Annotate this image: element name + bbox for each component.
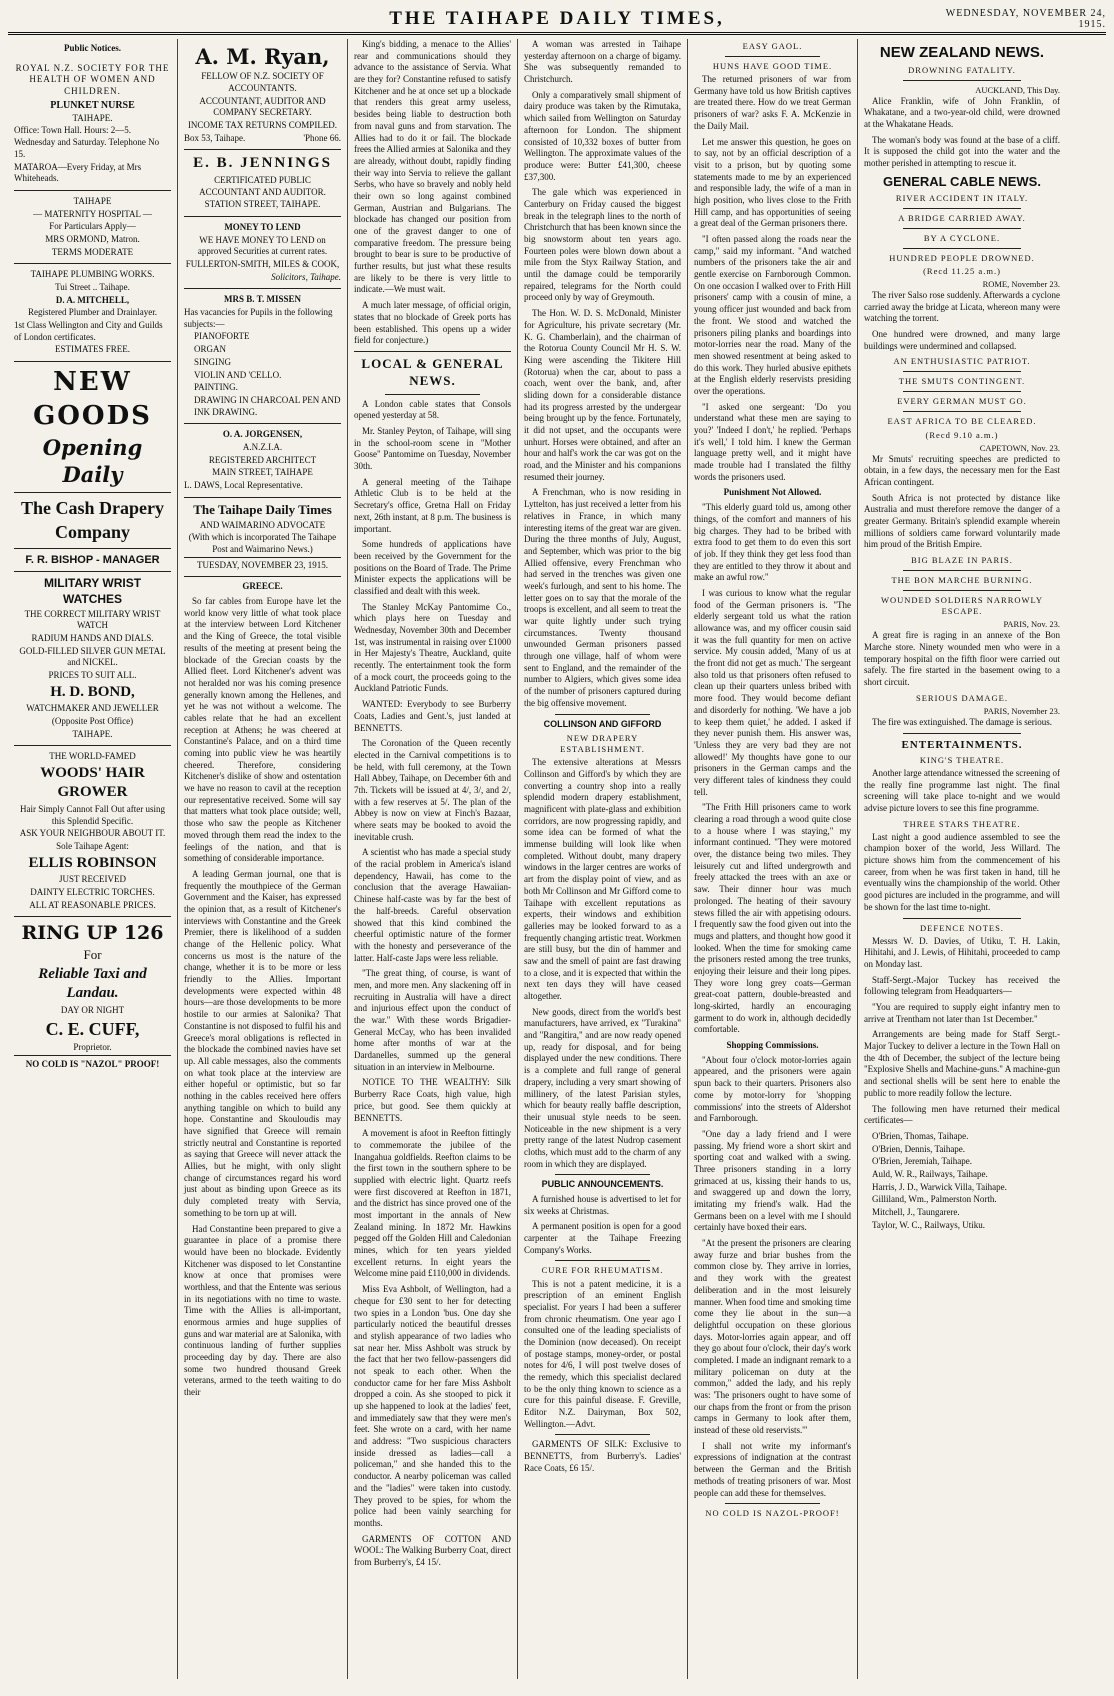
bond-name: H. D. BOND, [50,683,135,700]
received-time: (Recd 11.25 a.m.) [923,265,1001,276]
missen-vacancies: Has vacancies for Pupils in the following subjects:— [184,307,333,329]
manager-line [14,549,171,572]
bond-desc: WATCHMAKER AND JEWELLER [26,703,159,714]
plunket-mataroa: MATAROA—Every Friday, at Mrs Whiteheads. [14,161,142,184]
divider [903,391,1021,392]
article-para: Last night a good audience assembled to see the champion boxer of the world, Jess Willard. The picture shows him from the commencement of his career, from when he was first taken in hand, till he eventually wins the championship of the world. Other good pictures are included in the programme, and will be shown for the last time to-night. [864,831,1060,912]
cyclone-subheading: BY A CYCLONE. [923,232,1001,243]
architect-address: MAIN STREET, TAIHAPE [212,467,313,478]
name-item: O'Brien, Jeremiah, Taihape. [872,1156,973,1167]
opening-daily: Opening Daily [42,434,143,488]
received-time: (Recd 9.10 a.m.) [925,429,999,440]
article-para: One hundred were drowned, and many large buildings were undermined and collapsed. [864,328,1060,351]
ring-up: RING UP 126 [21,922,164,945]
article-para: "I asked one sergeant: 'Do you understand what these men are saying to you?' 'Indeed I don't,' he replied. 'Perhaps it's well,' I told him. I knew the German language pretty well, and it might have made trouble had I translated the filthy words the prisoners used. [694,401,851,482]
article-para: The extensive alterations at Messrs Collinson and Gifford's by which they are converting a country shop into a really splendid modern drapery establishment, magnificent with plate-glass and exhibition corridors, are now progressing rapidly, and some idea can be formed of what the immense building will look like when completed. Without doubt, many drapery windows in the larger centres are works of art from the display point of view, and as both Mr Collinson and Mr Gifford come to Taihape with excellent reputations as experts, their windows and exhibition galleries may be looked forward to as a frequently changing artistic treat. Workmen are still busy, but the din of hammer and saw and the smell of paint are fast drawing to a close, and it is expected that within the next ten days they will have ceased altogether. [524,757,681,1002]
column-4 [518,39,688,1679]
greece-para: Had Constantine been prepared to give a guarantee in place of a promise there would have been no blockade. Evidently Kitchener was disposed to let Constantine know at once that promises were worthless, and that the Entente was serious in its negotiations with no time to waste. Time with the Allies is all-important, enormous armies and huge supplies of guns and war material are at Salonika, with continuous landing of further supplies proceeding day by day. There are also some two hundred thousand Greek veterans, armed to the teeth waiting to do their [184,1223,341,1398]
article-para: The following men have returned their medical certificates— [864,1103,1060,1126]
taxi-reliable: Reliable Taxi and [38,965,147,982]
divider [903,570,1021,571]
sole-agent: Sole Taihape Agent: [56,841,129,852]
divider [725,56,819,57]
dateline: PARIS, Nov. 23. [1003,619,1060,630]
names-list [864,1131,1060,1232]
name-item: Taylor, W. C., Railways, Utiku. [872,1219,986,1230]
watches-ad [14,572,171,746]
money-line1: WE HAVE MONEY TO LEND on approved Securities at current rates. [197,234,328,257]
plunket-title: PLUNKET NURSE [50,99,135,111]
subject-item: VIOLIN AND 'CELLO. [194,369,282,380]
serious-subheading: SERIOUS DAMAGE. [916,692,1008,703]
greece-cont: King's bidding, a menace to the Allies' rear and communications should they advance to the assistance of Servia. What are they for? Constantine refused to satisfy Kitchener and he at once set up a blockade that renders this great army useless, besides being liable to destruction both from naval guns and from starvation. The Allies had to do it or fail. The blockade frees the Allied armies at Salonika and they are already, without doubt, rapidly finding their way into Servia to relieve the gallant Serbs, who have so bravely and nobly held their own so long against combined German, Austrian and Bulgarians. The blockade has changed our position from one of the gravest danger to one of comparative freedom. The pressure being brought to bear is sure to be productive of further results, but just what these results are likely to be there is very little to indicate.—We must wait. [354,39,511,295]
nz-news-heading: NEW ZEALAND NEWS. [879,44,1045,61]
news-item: A woman was arrested in Taihape yesterday afternoon on a charge of bigamy. She was subsequently remanded to Christchurch. [524,39,681,85]
three-stars-heading: THREE STARS THEATRE. [903,818,1021,829]
article-para: The fire was extinguished. The damage is serious. [872,716,1053,727]
local-news-heading: LOCAL & GENERAL NEWS. [354,351,511,390]
paper-masthead [184,498,341,578]
article-para: "About four o'clock motor-lorries again appeared, and the prisoners were again spun back to their quarters. Prisoners also come by motor-lorry for 'shopping commissions' into the streets of Aldershot and Farnborough. [694,1054,851,1124]
paper-name: The Taihape Daily Times [193,501,332,517]
article-para: A great fire is raging in an annexe of the Bon Marche store. Ninety wounded men who were in a temporary hospital on the fifth floor were carried out safely. The fire started in the basement owing to a short circuit. [864,630,1060,688]
bond-place: TAIHAPE. [72,728,113,739]
rheumatism-heading: CURE FOR RHEUMATISM. [541,1265,664,1276]
news-item: The Hon. W. D. S. McDonald, Minister for Agriculture, his private secretary (Mr. K. G. Chamberlain), and the chairman of the Rotorua County Council Mr H. S. W. King were ascending the Tikitere Hill (Rotorua) when the car, about to pass a coach, went over the bank, and, after sliding down for a considerable distance had its progress arrested by the undergear being brought up by the fence. Fortunately, it did not upset, and the occupants were unhurt. Horses were obtained, and after an hour and half's work the car was got on the road, and the Minister and his companions resumed their journey. [524,308,681,482]
article-para: The returned prisoners of war from Germany have told us how British captives are treated there. How do we treat German prisoners of war? asks F. A. McKenzie in the Daily Mail. [694,74,851,131]
divider [555,714,649,715]
hair-claim: Hair Simply Cannot Fall Out after using this Splendid Specific. [20,803,165,826]
divider [903,248,1021,249]
divider [555,1174,649,1175]
architect: REGISTERED ARCHITECT [208,454,317,465]
news-item: The gale which was experienced in Canterbury on Friday caused the biggest break in the telegraph lines to the north of Christchurch that has been known since the big snowstorm about ten years ago. Fourteen poles were blown down about a mile from the Styx Railway Station, and until the damage could be temporarily repaired, telegrams for the North could proceed only by way of Greymouth. [524,187,681,303]
plumbing-ad [14,264,171,362]
divider [903,80,1021,81]
missen-ad [184,289,341,424]
divider [903,590,1021,591]
taxi-landau: Landau. [66,985,119,1002]
hair-grower-ad [14,746,171,917]
wounded-subheading: WOUNDED SOLDIERS NARROWLY ESCAPE. [880,595,1044,617]
divider [903,228,1021,229]
article-para: South Africa is not protected by distance like Australia and must therefore remove the danger of a greater Germany. Britain's splendid example wherein millions of soldiers came forward voluntarily made him proud of the British Empire. [864,492,1060,550]
divider [555,1260,649,1261]
greece-para: A leading German journal, one that is frequently the mouthpiece of the German Government and the Kaiser, has expressed the opinion that, as a result of Kitchener's interviews with Constantine and the Greek Premier, there is likelihood of a sudden change of the Hellenic policy. What concerns us most is the nature of the change, whether it is to be more or less friendly to the Allies. Important developments were expected within 48 hours—are those developments to be more hostile to our armies at Salonika? That Constantine is not disposed to fulfil his and Greece's moral obligations is reflected in the blockade the combined navies have set up. All cable messages, also the comments on what took place at the interview are either hopeful or optimistic, but so far nothing in the cables received here offers anything tangible on which to build any hope. Constantine and Skouloudis may have signified that Greece will remain strictly neutral and Constantine is reported as saying that Greece will never attack the Allies, but he might, with only slight change of circumstances regard his word just about as binding upon Greece as its duly completed treaty with Servia, something to be torn up at will. [184,868,341,1218]
easy-gaol-heading: EASY GAOL. [742,41,803,51]
huns-subheading: HUNS HAVE GOOD TIME. [712,61,833,72]
subject-item: DRAWING IN CHARCOAL PEN AND INK DRAWING. [194,394,341,417]
article-para: Mr Smuts' recruiting speeches are predicted to obtain, in a few days, the necessary men for the East African contingent. [864,453,1060,487]
plunket-office: Office: Town Hall. Hours: 2—5. Wednesday and Saturday. Telephone No 15. [14,125,160,159]
jennings-ad [184,150,341,217]
mitchell-name: D. A. MITCHELL, [55,294,130,305]
news-item: A general meeting of the Taihape Athletic Club is to be held at the Secretary's office, Gretna Hall on Friday next, 26th instant, at 8 p.m. The business is important. [354,476,511,534]
article-para: "One day a lady friend and I were passing. My friend wore a short skirt and sporting coat and walked with a swing. Three prisoners standing in a lorry grimaced at us, kissing their hands to us, and swaggered up and down the lorry, imitating my friend's walk. Had the Germans been on a level with me I should certainly have boxed their ears. [694,1128,851,1233]
paper-date: TUESDAY, NOVEMBER 23, 1915. [184,557,341,572]
nazol-proof: NO COLD IS NAZOL-PROOF! [705,1508,840,1519]
cuff-name: C. E. CUFF, [45,1018,140,1039]
name-item: O'Brien, Thomas, Taihape. [872,1130,969,1141]
ryan-ad [184,39,341,150]
article-para: "This elderly guard told us, among other things, of the comfort and manners of his big charges. They had to be bribed with extra food to get them to do even this sort of job. If they think they get less food than they are entitled to they throw it about and make an awful row." [694,502,851,583]
estimates-free: ESTIMATES FREE. [54,344,130,355]
article-para: The river Salso rose suddenly. Afterwards a cyclone carried away the bridge at Licata, whereon many were watching the torrent. [864,289,1060,324]
column-3 [348,39,518,1679]
entertainments-heading: ENTERTAINMENTS. [901,738,1023,751]
fullerton: FULLERTON-SMITH, MILES & COOK, [185,259,340,270]
ask-neighbour: ASK YOUR NEIGHBOUR ABOUT IT. [19,828,166,839]
news-item: The Coronation of the Queen recently elected in the Carnival competitions is to be held, with full ceremony, at the Town Hall Abbey, Taihape, on December 6th and 7th. Tickets will be issued at 4/, 3/, and 2/, with a few reserves at 5/. The plan of the Abbey is now on view at Finch's Bazaar, where seats may be booked to avoid the inevitable crush. [354,738,511,842]
column-5 [688,39,858,1679]
article-para: Let me answer this question, he goes on to say, not by an official description of a visit to a prison, but by quoting some statements made to me by an experienced and responsible lady, the wife of a man in high position, who lives close to the Frith Hill camp, and has opportunities of seeing a great deal of the German prisoners there. [694,136,851,229]
jorgensen-ad [184,424,341,497]
subject-item: SINGING [194,356,231,367]
article-para: Arrangements are being made for Staff Sergt.-Major Tuckey to deliver a lecture in the Town Hall on the 4th of December, the subject of the lecture being "Explosive Shells and Machine-guns." A machine-gun and sectional shells will be sent here to enable the public to more readily follow the lecture. [864,1029,1060,1098]
name-item: Mitchell, J., Taungarere. [872,1207,960,1217]
divider [725,1503,819,1504]
taxi-ad [14,917,171,1075]
plunket-notice [14,58,171,191]
jorgensen-title: A.N.Z.I.A. [242,441,283,452]
news-item: A London cable states that Consols opened yesterday at 58. [354,398,511,421]
column-1 [8,39,178,1679]
paper-subtitle: AND WAIMARINO ADVOCATE [199,519,326,530]
plumbing-address: Tui Street .. Taihape. [55,282,130,292]
subject-item: ORGAN [194,344,227,355]
mitchell-desc: Registered Plumber and Drainlayer. [28,307,157,318]
italy-subheading: RIVER ACCIDENT IN ITALY. [895,192,1029,203]
watch-prices: PRICES TO SUIT ALL. [48,670,137,681]
column-6 [858,39,1066,1679]
mitchell-cert: 1st Class Wellington and City and Guilds of London certificates. [14,320,163,342]
electric-torches: DAINTY ELECTRIC TORCHES. [30,886,155,897]
divider [555,1434,649,1435]
daws-rep: L. DAWS, Local Representative. [184,480,303,491]
nazol-ad: NO COLD IS "NAZOL" PROOF! [14,1055,171,1071]
cash-drapery-name: The Cash Drapery [21,498,164,519]
rheumatism-para: This is not a patent medicine, it is a prescription of an eminent English specialist. For years I had been a sufferer from chronic rheumatism. One year ago I consulted one of the leading specialists of the Dominion (now deceased). On receipt of postage stamps, money-order, or postal notes for 4/6, I will post twelve doses of the remedy, which this specialist declared to be the only thing known to science as a cure for this painful disease. F. Greville, Editor N.Z. Dairyman, Box 502, Wellington.—Advt. [524,1278,681,1429]
hospital-line1: TAIHAPE [73,195,112,206]
article-para: I shall not write my informant's expressions of indignation at the contrast between the German and the British methods of treating prisoners of war. Most people can add these for themselves. [694,1440,851,1498]
dateline: PARIS, November 23. [983,705,1060,716]
divider [903,371,1021,372]
greece-cont: A much later message, of official origin, states that no blockade of Greek ports has been established. This opens up a wider field for conjecture.) [354,300,511,346]
news-item: A scientist who has made a special study of the racial problem in America's island dependency, Hawaii, has come to the conclusion that the average Hawaiian-Chinese half-caste was by far the best of the half-breeds. Careful observation showed that this kind combined the cheerful optimistic nature of the former with the honesty and perseverance of the latter. Half-caste Japs were less reliable. [354,847,511,963]
cash-drapery-ad [14,493,171,549]
paper-incorporated: (With which is incorporated The Taihape Post and Waimarino News.) [188,532,337,554]
jorgensen-name: O. A. JORGENSEN, [222,429,303,440]
watch-gold: GOLD-FILLED SILVER GUN METAL and NICKEL. [19,645,166,668]
divider [903,208,1021,209]
greece-para: So far cables from Europe have let the world know very little of what took place at the interview between Lord Kitchener and the King of Greece, the total visible results of the meeting at present being the blockade of the Grecian coasts by the Allied fleet. Lord Kitchener's advent was not heralded nor was his coming presence generally known among the Hellenes, and yet he was not without a welcome. The cables relate that he had an excellent reception at Athens; he was cheered at Constantine's Palace, and on a third time coming into public view he was heartily cheered. Therefore, considering Kitchener's dislike of show and ostentation we have no reason to cavil at the reception our representative received. Some will say that matters what took place outside; well, those who saw the people as Kitchener moved through them read the index to the feelings of the nation, and that is something of considerable importance. [184,596,341,864]
news-item: The Stanley McKay Pantomime Co., which plays here on Tuesday and Wednesday, November 30th and December 1st, was instrumental in raising over £1000 in Her Majesty's Theatre, Auckland, quite recently. The entertainment took the form of a mock court, the proceeds going to the Auckland Patriotic Funds. [354,601,511,694]
money-heading: MONEY TO LEND [224,221,301,232]
article-para: "I often passed along the roads near the camp," said my informant. "And watched numbers of the prisoners take the air and gentle exercise on Farnborough Common. On one occasion I walked over to Frith Hill prisoners' camp with a cousin of mine, a young officer just wounded and back from the front. We stood and watched the prisoners piling planks and boardings into motor-lorries near the road. Many of the men showed resentment at being asked to do this work. They hurled abusive epithets at the English elderly reservists presiding over the operations. [694,234,851,396]
jennings-line1: CERTIFICATED PUBLIC ACCOUNTANT AND AUDITOR. [199,174,326,197]
drowning-subheading: DROWNING FATALITY. [908,64,1016,75]
taxi-for: For [83,946,102,962]
public-notices-heading: Public Notices. [64,43,121,53]
hospital-particulars: For Particulars Apply— [49,221,136,232]
patriot-subheading: AN ENTHUSIASTIC PATRIOT. [893,356,1031,367]
dateline: AUCKLAND, This Day. [975,84,1060,95]
issue-date: WEDNESDAY, NOVEMBER 24, 1915. [945,8,1106,30]
hospital-line2: — MATERNITY HOSPITAL — [33,208,152,219]
ryan-line2: ACCOUNTANT, AUDITOR AND COMPANY SECRETARY. [199,95,326,118]
ryan-name: A. M. Ryan, [195,44,330,69]
announcement: A permanent position is open for a good carpenter at the Taihape Freezing Company's Works. [524,1221,681,1255]
smuts-subheading: THE SMUTS CONTINGENT. [898,376,1026,387]
dateline: ROME, November 23. [982,278,1060,289]
world-famed: THE WORLD-FAMED [49,751,136,762]
news-item: "The great thing, of course, is want of men, and more men. Any slackening off in recruiting in Australia will have a direct and injurious effect upon the conduct of the war." With these words Brigadier-General McCay, who has been invalided home after months of war at the Dardanelles, summed up the general situation in an interview in Melbourne. [354,968,511,1072]
news-item: Mr. Stanley Peyton, of Taihape, will sing in the school-room scene in "Mother Goose" Pantomime on Tuesday, November 30th. [354,426,511,472]
maternity-ad [14,191,171,264]
jennings-line2: STATION STREET, TAIHAPE. [204,199,321,210]
ryan-contact [184,133,341,145]
new-goods-ad [14,362,171,493]
missen-name: MRS B. T. MISSEN [224,294,301,305]
hospital-terms: TERMS MODERATE [51,246,134,257]
subject-list [184,331,341,418]
news-item: Some hundreds of applications have been received by the Government for the positions on the Board of Trade. The Prime Minister expects the applications will be classified and dealt with this week. [354,539,511,596]
column-2 [178,39,348,1679]
article-para: Alice Franklin, wife of John Franklin, of Whakatane, and a two-year-old child, were drowned at the Whakatane Heads. [864,95,1060,129]
newspaper-title: THE TAIHAPE DAILY TIMES, [389,8,725,29]
article-para: Messrs W. D. Davies, of Utiku, T. H. Lakin, Hihitahi, and J. Lewis, of Hihitahi, proceeded to camp on Monday last. [864,935,1060,969]
solicitors: Solicitors, Taihape. [271,271,341,282]
defence-notes-heading: DEFENCE NOTES. [920,922,1004,933]
public-announcements-heading: PUBLIC ANNOUNCEMENTS. [541,1179,664,1190]
dateline: CAPETOWN, Nov. 23. [979,442,1060,453]
every-german-subheading: EVERY GERMAN MUST GO. [897,396,1027,407]
plumbing-name: TAIHAPE PLUMBING WORKS. [30,269,155,280]
ellis-robinson: ELLIS ROBINSON [28,854,157,871]
columns [8,39,1106,1679]
society-name: ROYAL N.Z. SOCIETY FOR THE HEALTH OF WOMEN AND CHILDREN. [15,62,170,97]
divider [903,411,1021,412]
ryan-line3: INCOME TAX RETURNS COMPILED. [187,120,338,131]
announcement: A furnished house is advertised to let for six weeks at Christmas. [524,1194,681,1216]
divider [385,394,479,395]
kings-theatre-heading: KING'S THEATRE. [919,754,1005,765]
subject-item: PIANOFORTE [194,331,250,342]
news-item: Miss Eva Ashbolt, of Wellington, had a cheque for £30 sent to her for detecting two spies in a London 'bus. One day she particularly noticed the beautiful dresses and stylish appearance of two ladies who sat near her. Miss Ashbolt was struck by the fact that her two fellow-passengers did not speak to each other. When the conductor came for her fare Miss Ashbolt dropped a coin. As she stooped to pick it up she happened to look at the ladies' feet, and immediately saw that they were men's feet. She wrote on a card, with her name and address: "Two suspicious characters inside dressed as ladies—call a policeman," and she handed this to the conductor. A nearby policeman was called and the "ladies" were taken into custody. They proved to be spies, for whom the police had been vainly searching for months. [354,1284,511,1528]
woods-hair-grower: WOODS' HAIR GROWER [40,764,145,801]
article-para: "At the present the prisoners are clearing away furze and briar bushes from the common close by. They arrive in lorries, and they work with the greatest deliberation and in the most leisurely manner. When food time and smoking time come they lie about in the sun—a delightful occupation on these glorious days. Motor-lorries again appear, and off they go about four o'clock, their day's work completed. I made an indignant remark to a military policeman on duty at the common," added the lady, and his reply was: 'The prisoners ought to have some of our chaps from the front or from the prison camps in Germany to look after them, instead of these old reservists.'" [694,1238,851,1436]
reasonable-prices: ALL AT REASONABLE PRICES. [29,899,156,910]
divider [903,918,1021,919]
east-africa-subheading: EAST AFRICA TO BE CLEARED. [887,416,1037,427]
news-item: GARMENTS OF COTTON AND WOOL: The Walking Burberry Coat, direct from Burberry's, £4 15/. [354,1533,511,1567]
money-ad [184,217,341,289]
watches-heading: MILITARY WRIST WATCHES [43,576,142,606]
article-para: "The Frith Hill prisoners came to work clearing a road through a wood quite close to a house where I was staying," my informant continued. "They were motored over, the distance being two miles. They leisurely cut and lifted undergrowth and freely attacked the trees with an axe or saw. Their dinner hour was much prolonged. The heating of their savoury stews filled the air with appetising odours. I frequently saw the food given out into the mugs and platters, and thought how good it looked. When the time for smoking came the prisoners rested among the tree trunks, enjoying their leisure and their long pipes. They wore long grey coats—German great-coat pattern, double-breasted and long-skirted, hardly an encouraging garment to do work in, although decidedly comfortable. [694,802,851,1035]
article-para: The woman's body was found at the base of a cliff. It is supposed the child got into the water and the mother perished in attempting to rescue it. [864,134,1060,169]
bond-address: (Opposite Post Office) [51,715,134,726]
ryan-line1: FELLOW OF N.Z. SOCIETY OF ACCOUNTANTS. [201,71,324,93]
name-item: Gilliland, Wm., Palmerston North. [872,1194,997,1205]
ryan-box: Box 53, Taihape. [184,132,246,143]
article-para: I was curious to know what the regular food of the German prisoners is. "The elderly sergeant told us what the ration allowance was, and my officer cousin said it was the full quantity for men on active service. My cousin added, 'Many of us at the front did not get as much.' The sergeant also told us that prisoners often refused to clean up their quarters unless bribed with more food. They would become defiant and disorderly for nothing. 'We have a job to keep them quiet,' he added. I asked if they never punish them. His answer was, 'Unless they are very bad they are not allowed!' My thoughts have gone to our prisoners in the German camps and the very different tales of kindness they could tell. [694,587,851,797]
plunket-place: TAIHAPE. [72,112,113,123]
cable-news-heading: GENERAL CABLE NEWS. [883,173,1041,189]
ryan-phone: 'Phone 66. [303,132,341,143]
watch-radium: RADIUM HANDS AND DIALS. [31,632,154,643]
cuff-proprietor: Proprietor. [73,1041,112,1052]
news-item: WANTED: Everybody to see Burberry Coats, Ladies and Gent.'s, just landed at BENNETTS. [354,699,511,733]
bridge-subheading: A BRIDGE CARRIED AWAY. [898,212,1026,223]
hundred-subheading: HUNDRED PEOPLE DROWNED. [889,252,1035,263]
cash-drapery-company: Company [54,521,130,542]
jennings-name: E. B. JENNINGS [193,155,332,172]
subject-item: PAINTING. [194,382,238,393]
watch-desc: THE CORRECT MILITARY WRIST WATCH [24,608,161,631]
newspaper-page [8,6,1106,1682]
manager-name: F. R. BISHOP - MANAGER [25,554,160,567]
blaze-subheading: BIG BLAZE IN PARIS. [911,555,1013,566]
just-received: JUST RECEIVED [58,874,127,885]
news-item: A movement is afoot in Reefton fittingly to commemorate the jubilee of the Inangahua goldfields. Reefton claims to be the first town in the southern sphere to be supplied with electric light. Quartz reefs were first discovered at Reefton in 1871, and the district has since proved one of the most important in the annals of New Zealand mining. In 1872 Mr. Hawkins pegged off the Golden Hill and Caledonian mines, which for ten years yielded excellent returns. In eight years the Welcome mine paid £110,000 in dividends. [354,1128,511,1279]
divider [903,733,1021,734]
collinson-heading: COLLINSON AND GIFFORD [543,718,662,729]
day-or-night: DAY OR NIGHT [60,1004,125,1015]
article-para: "You are required to supply eight infantry men to arrive at Trentham not later than 1st December." [864,1002,1060,1024]
punishment-subheading: Punishment Not Allowed. [723,487,822,498]
drapery-subheading: NEW DRAPERY ESTABLISHMENT. [560,733,645,755]
bon-marche-subheading: THE BON MARCHE BURNING. [891,575,1033,586]
news-item: A Frenchman, who is now residing in Lyttelton, has just received a letter from his relatives in France, in which many interesting items of the great war are given. During the three months of July, August, and September, which was prior to the big Allied offensive, every Frenchman who had served in the trenches was given one week's furlough, and sent to his home. The letter goes on to say that the morale of the troops is excellent, and all seem to treat the war quite lightly under such trying circumstances. Twenty thousand unwounded German prisoners passed through one village, half of whom were sent to England, and the remainder of the number to Algiers, which gives some idea of the number of prisoners captured during the big offensive movement. [524,487,681,708]
name-item: Harris, J. D., Warwick Villa, Taihape. [872,1181,1007,1192]
masthead [8,6,1106,35]
news-item: Only a comparatively small shipment of dairy produce was taken by the Rimutaka, which sailed from Wellington on Saturday afternoon for London. The shipment consisted of 10,332 boxes of butter from Wellington. The approximate values of the produce were: Butter £41,300, cheese £37,300. [524,89,681,182]
article-para: Another large attendance witnessed the screening of the really fine programme last night. The final screening will take place to-night and we would advise picture lovers to see this fine programme. [864,767,1060,813]
article-para: Staff-Sergt.-Major Tuckey has received the following telegram from Headquarters— [864,974,1060,997]
name-item: Auld, W. R., Railways, Taihape. [872,1168,988,1179]
article-para: New goods, direct from the world's best manufacturers, have arrived, ex "Turakina" and "Rangitira," and are now ready opened up, ready for disposal, and for being displayed under the new conditions. There is a complete and full range of general drapery, including a very smart showing of millinery, of the latest Parisian styles, which for beauty really baffle description, their unusual style needs to be seen. Noticeable in the new shipment is a very pretty range of the latest Nudrop casement cloths, which must add to the charm of any room in which they are displayed. [524,1006,681,1169]
greece-heading: GREECE. [242,581,283,592]
silk-ad: GARMENTS OF SILK: Exclusive to BENNETTS, from Burberry's. Ladies' Race Coats, £6 15/. [524,1439,681,1473]
name-item: O'Brien, Dennis, Taihape. [872,1143,966,1154]
hospital-matron: MRS ORMOND, Matron. [45,233,140,244]
news-item: NOTICE TO THE WEALTHY: Silk Burberry Race Coats, high value, high price, but good. See them quickly at BENNETTS. [354,1077,511,1123]
new-heading: NEW [53,367,132,398]
goods-heading: GOODS [33,400,152,431]
shopping-subheading: Shopping Commissions. [726,1040,819,1051]
